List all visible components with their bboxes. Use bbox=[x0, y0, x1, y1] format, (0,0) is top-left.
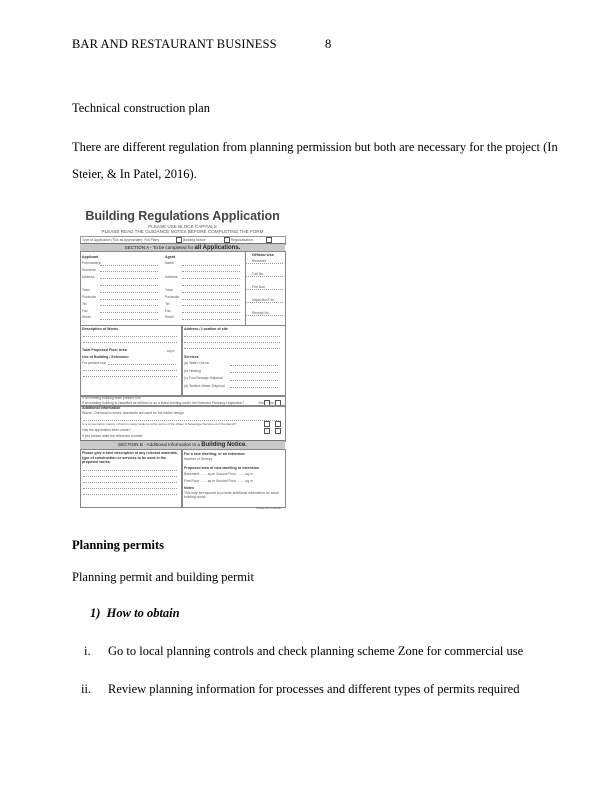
service-row-label: (a) Water Out on bbox=[184, 361, 210, 365]
applicant-field-line bbox=[100, 271, 158, 272]
additional-line-4: If yes please state the reference number bbox=[82, 434, 143, 438]
applicant-field-label: Tel bbox=[82, 301, 87, 306]
applicant-field-line bbox=[100, 285, 158, 286]
planning-permits-text: Planning permit and building permit bbox=[72, 570, 254, 584]
line bbox=[83, 470, 177, 471]
agent-field-line bbox=[182, 312, 240, 313]
form-title: Building Regulations Application bbox=[85, 209, 280, 223]
checkbox-no-3 bbox=[275, 428, 281, 434]
section-a-bold: all Applications. bbox=[194, 245, 241, 251]
agent-field-line bbox=[182, 299, 240, 300]
agent-field-line bbox=[182, 278, 240, 279]
applicant-field-line bbox=[100, 278, 158, 279]
applicant-field-line bbox=[100, 292, 158, 293]
additional-line-2: Is a conservation supply of hard or water stations to the terms of the Water & Sewerage Services Act (Scotland)? bbox=[82, 421, 237, 426]
use-building-label: Use of Building / Extension bbox=[82, 355, 129, 359]
official-row-line bbox=[246, 263, 283, 264]
official-row-line bbox=[246, 315, 283, 316]
agent-field-line bbox=[182, 285, 240, 286]
paragraph-line-1: There are different regulation from planning permission but both are necessary for the project (In bbox=[72, 140, 558, 154]
additional-info-label: Additional Information bbox=[82, 406, 121, 410]
agent-field-line bbox=[182, 305, 240, 306]
running-header-title: BAR AND RESTAURANT BUSINESS bbox=[72, 37, 277, 51]
additional-line-3: Has the application been made? bbox=[82, 428, 131, 432]
page-number: 8 bbox=[325, 37, 332, 51]
section-a-prefix: SECTION A - To be completed for bbox=[124, 245, 194, 250]
line bbox=[184, 336, 280, 337]
agent-field-label: Fax bbox=[165, 308, 171, 313]
notes-text: This may be required to provide additional information for some building works. bbox=[184, 491, 279, 499]
official-row-label: Receipt No. bbox=[252, 311, 270, 315]
services-label: Services bbox=[184, 355, 199, 359]
official-row-label: Fee Due bbox=[252, 285, 266, 289]
agent-field-label: Name bbox=[165, 261, 175, 265]
section-heading-technical: Technical construction plan bbox=[72, 101, 210, 115]
agent-field-label: Postcode bbox=[165, 295, 180, 299]
official-row-label: Call No. bbox=[252, 272, 265, 276]
agent-field-label: Email bbox=[165, 315, 174, 320]
agent-field-line bbox=[182, 292, 240, 293]
list-item-number: i. bbox=[84, 644, 91, 658]
agent-field-line bbox=[182, 319, 240, 320]
storeys-label: Number of Storeys bbox=[184, 457, 213, 461]
agent-field-label: Town bbox=[165, 288, 173, 293]
agent-field-label: Address bbox=[165, 274, 178, 279]
applicant-field-line bbox=[100, 299, 158, 300]
service-row-line bbox=[230, 365, 278, 366]
planning-permits-heading: Planning permits bbox=[72, 538, 165, 552]
how-to-obtain-subheading: 1) How to obtain bbox=[90, 606, 180, 620]
form-footer-mark: Please turn overleaf bbox=[256, 506, 281, 510]
use-question-1: If an existing building state present use bbox=[82, 396, 141, 400]
section-b-bold: Building Notice. bbox=[201, 442, 247, 448]
form-subtitle-1: PLEASE USE BLOCK CAPITALS bbox=[148, 224, 217, 229]
line bbox=[83, 376, 177, 377]
description-works-label: Description of Works bbox=[82, 327, 119, 331]
agent-field-line bbox=[182, 265, 240, 266]
yes-label: Yes bbox=[258, 400, 264, 405]
agent-field-label: Tel bbox=[165, 301, 170, 306]
agent-field-line bbox=[182, 271, 240, 272]
section-b-description: Please give a brief description of any relevant materials, type of construction or services to be used in the proposed works. bbox=[82, 451, 178, 464]
applicant-field-label: Address bbox=[82, 274, 95, 279]
line bbox=[108, 364, 176, 365]
type-opt-regularisation: Regularisation bbox=[231, 237, 253, 242]
applicant-label: Applicant bbox=[82, 255, 99, 259]
line bbox=[83, 482, 177, 483]
line bbox=[184, 348, 280, 349]
service-row-line bbox=[230, 387, 278, 388]
service-row-label: (d) Surface Water Disposal bbox=[184, 383, 225, 388]
type-line: Type of Application (Tick as appropriate): Full Plans bbox=[82, 237, 160, 242]
total-floor-label: Total Proposed Floor Area bbox=[82, 348, 127, 352]
section-b-prefix: SECTION B - Additional Information to a bbox=[118, 442, 200, 447]
service-row-label: (b) Heating bbox=[184, 368, 201, 373]
agent-label: Agent bbox=[165, 255, 176, 259]
type-opt-building-notice: Building Notice bbox=[183, 237, 206, 242]
list-item-text: Review planning information for processes and different types of permits required bbox=[108, 682, 520, 696]
list-item-text: Go to local planning controls and check planning scheme Zone for commercial use bbox=[108, 644, 524, 658]
official-row-line bbox=[246, 302, 283, 303]
checkbox-yes-3 bbox=[264, 428, 270, 434]
applicant-field-label: Email bbox=[82, 315, 91, 320]
first-floor-line: First Floor ........sq.m Second Floor .........sq.m bbox=[184, 479, 253, 483]
line bbox=[83, 488, 177, 489]
line bbox=[83, 342, 177, 343]
checkbox-yes-2 bbox=[264, 421, 270, 427]
line bbox=[83, 336, 177, 337]
notes-label: Notes bbox=[184, 486, 194, 490]
applicant-field-label: Fax bbox=[82, 308, 88, 313]
official-use-label: Official Use bbox=[252, 252, 275, 257]
present-use-label: For present use bbox=[82, 361, 106, 365]
checkbox-no-2 bbox=[275, 421, 281, 427]
paragraph-line-2: Steier, & In Patel, 2016). bbox=[72, 167, 197, 181]
new-dwelling-label: For a new dwelling, or an extension bbox=[184, 452, 245, 456]
official-row-line bbox=[246, 276, 283, 277]
applicant-field-line bbox=[100, 265, 158, 266]
building-regulations-form-image bbox=[80, 208, 285, 510]
official-row-label: Received bbox=[252, 259, 267, 263]
official-row-line bbox=[246, 289, 283, 290]
basement-line: Basement ........sq.m Ground Floor .........sq.m bbox=[184, 472, 253, 476]
line bbox=[184, 342, 280, 343]
official-row-label: Inspection Fee bbox=[252, 298, 275, 302]
applicant-field-label: Postcode bbox=[82, 295, 97, 299]
form-subtitle-2: PLEASE READ THE GUIDANCE NOTES BEFORE COMPLETING THE FORM bbox=[101, 229, 264, 234]
applicant-field-label: Surname bbox=[82, 267, 96, 272]
site-address-label: Address / Location of site bbox=[184, 327, 228, 331]
applicant-field-line bbox=[100, 305, 158, 306]
applicant-field-label: Forename(s) bbox=[82, 261, 102, 265]
list-item-number: ii. bbox=[81, 682, 92, 696]
line bbox=[83, 476, 177, 477]
line bbox=[83, 494, 177, 495]
proposed-area-label: Proposed area of new dwelling or extension bbox=[184, 466, 260, 470]
service-row-label: (c) Foul Sewage Disposal bbox=[184, 376, 223, 380]
applicant-field-line bbox=[100, 319, 158, 320]
no-label: No bbox=[270, 400, 275, 405]
additional-line-1: Where 'Chemical to works' standards are used for the earlier design bbox=[82, 411, 184, 415]
sqm-label: sq.m bbox=[167, 348, 175, 353]
applicant-field-line bbox=[100, 312, 158, 313]
service-row-line bbox=[230, 380, 278, 381]
service-row-line bbox=[230, 372, 278, 373]
applicant-field-label: Town bbox=[82, 288, 90, 293]
use-question-2: If an existing building is classified as defined or as a listed building under the Relevant Planning Legislation? bbox=[82, 400, 245, 405]
line bbox=[83, 370, 177, 371]
